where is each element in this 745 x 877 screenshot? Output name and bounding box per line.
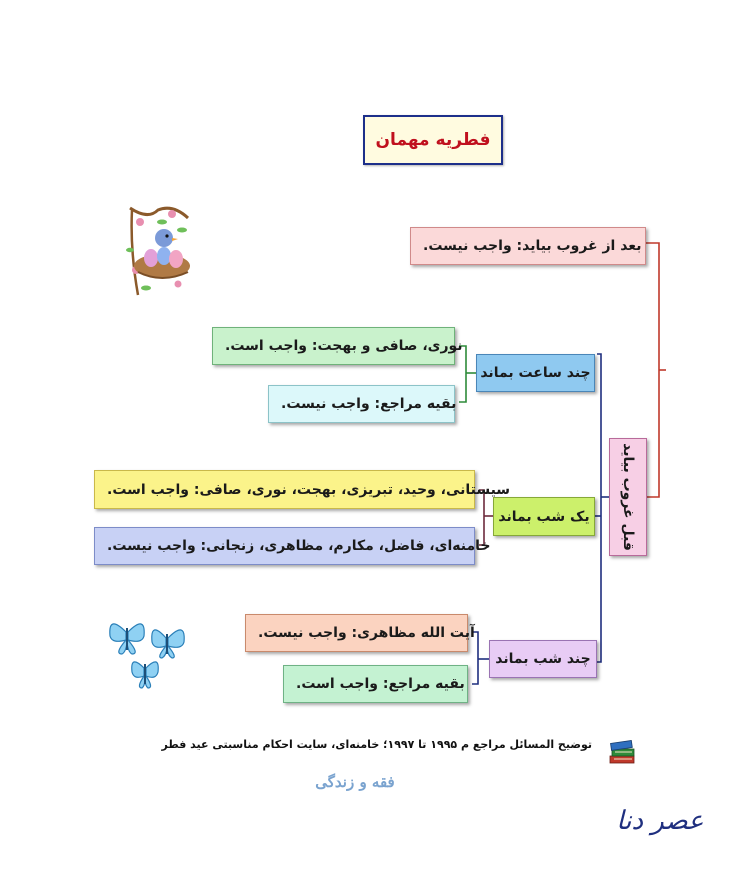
nights-item-2: بقیه مراجع: واجب است.	[283, 665, 468, 703]
after-sunset-text: بعد از غروب بیاید: واجب نیست.	[423, 238, 642, 254]
one-night-item-1: سیستانی، وحید، تبریزی، بهجت، نوری، صافی: واجب است.	[94, 470, 475, 509]
butterflies-icon	[104, 610, 198, 694]
branch-label-one-night: یک شب بماند	[493, 497, 595, 536]
source-text: توضیح المسائل مراجع م ۱۹۹۵ تا ۱۹۹۷؛ خامنه‌ای، سایت احکام مناسبتی عید فطر	[161, 738, 592, 751]
before-sunset-box	[609, 438, 647, 556]
after-sunset-box	[410, 227, 646, 265]
nights-item-1: آیت الله مظاهری: واجب نیست.	[245, 614, 468, 652]
branch-label-hours: چند ساعت بماند	[476, 354, 595, 392]
books-icon	[608, 738, 638, 766]
footer-title: فقه و زندگی	[315, 773, 395, 791]
hours-item-2: بقیه مراجع: واجب نیست.	[268, 385, 455, 423]
one-night-item-2: خامنه‌ای، فاضل، مکارم، مظاهری، زنجانی: واجب نیست.	[94, 527, 475, 565]
before-sunset-text: قبل غروب بیاید	[620, 443, 636, 551]
brand-logo: عصر دنا	[616, 806, 704, 836]
hours-item-1: نوری، صافی و بهجت: واجب است.	[212, 327, 455, 365]
bird-nest-icon	[118, 200, 194, 304]
page-title: فطریه مهمان	[363, 115, 503, 165]
branch-label-nights: چند شب بماند	[489, 640, 597, 678]
